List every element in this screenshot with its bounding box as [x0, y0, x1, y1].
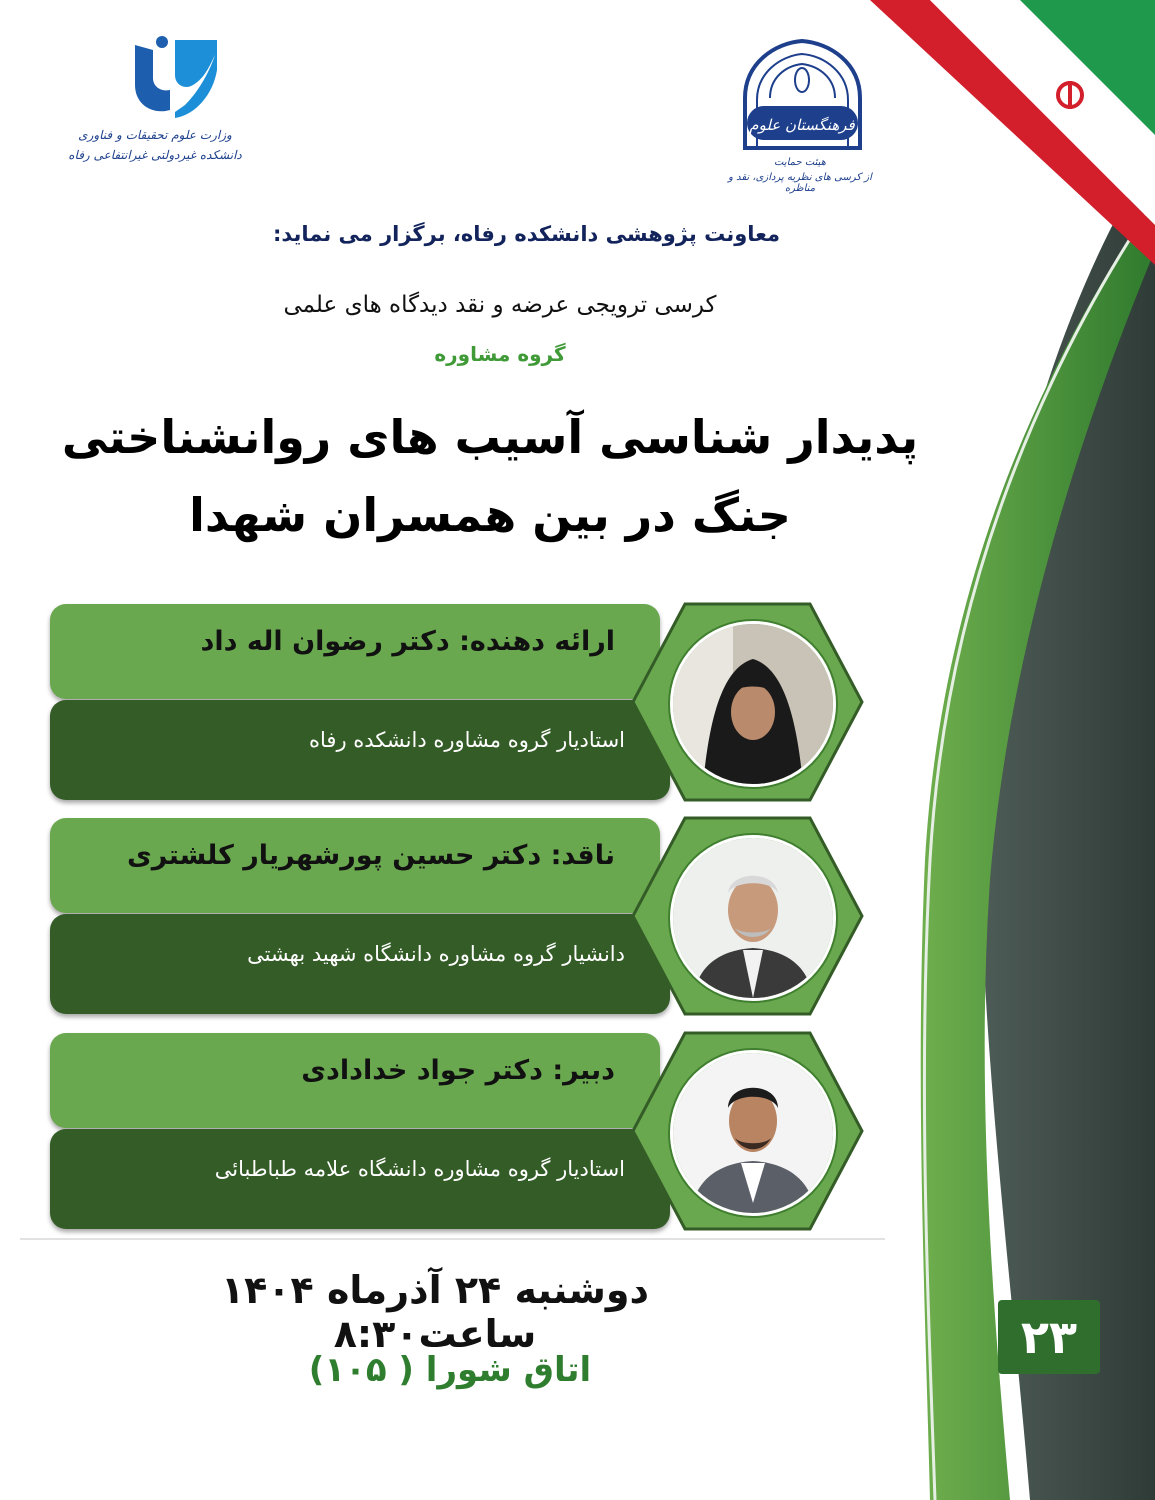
- academy-emblem-icon: [735, 38, 870, 158]
- group-name: گروه مشاوره: [434, 342, 566, 366]
- speaker-card-presenter: [50, 604, 880, 804]
- emblem-text: فرهنگستان علوم: [749, 116, 855, 134]
- academy-sub1: هیئت حمایت: [774, 157, 826, 168]
- speaker-photo-critic: [670, 835, 836, 1001]
- event-room: اتاق شورا ( ۱۰۵): [308, 1350, 592, 1390]
- chair-title: کرسی ترویجی عرضه و نقد دیدگاه های علمی: [283, 292, 717, 318]
- intro-text: معاونت پژوهشی دانشکده رفاه، برگزار می نماید:: [272, 222, 780, 246]
- speaker-name: ارائه دهنده: دکتر رضوان اله داد: [200, 626, 615, 657]
- speaker-card-secretary: [50, 1033, 880, 1233]
- speaker-card-critic: [50, 818, 880, 1018]
- speaker-photo-secretary: [670, 1050, 836, 1216]
- speaker-photo-presenter: [670, 621, 836, 787]
- page-title-line1: پدیدار شناسی آسیب های روانشناختی: [61, 410, 919, 464]
- speaker-role: استادیار گروه مشاوره دانشگاه علامه طباطبائی: [214, 1157, 625, 1181]
- speaker-role: استادیار گروه مشاوره دانشکده رفاه: [309, 728, 625, 752]
- speaker-name: ناقد: دکتر حسین پورشهریار کلشتری: [127, 840, 615, 871]
- speaker-name: دبیر: دکتر جواد خدادادی: [301, 1055, 615, 1086]
- ministry-name: وزارت علوم تحقیقات و فناوری: [78, 128, 232, 142]
- faculty-name: دانشکده غیردولتی غیرانتفاعی رفاه: [68, 148, 242, 162]
- speaker-role: دانشیار گروه مشاوره دانشگاه شهید بهشتی: [247, 942, 625, 966]
- academy-sub2: از کرسی های نظریه پردازی، نقد و مناظره: [728, 172, 872, 194]
- number-badge: ۲۳: [998, 1300, 1100, 1374]
- flag-ribbon: [870, 0, 1155, 265]
- ministry-logo-icon: [115, 30, 220, 125]
- event-date: دوشنبه ۲۴ آذرماه ۱۴۰۴ ساعت۸:۳۰: [220, 1268, 650, 1356]
- page-title-line2: جنگ در بین همسران شهدا: [189, 488, 791, 542]
